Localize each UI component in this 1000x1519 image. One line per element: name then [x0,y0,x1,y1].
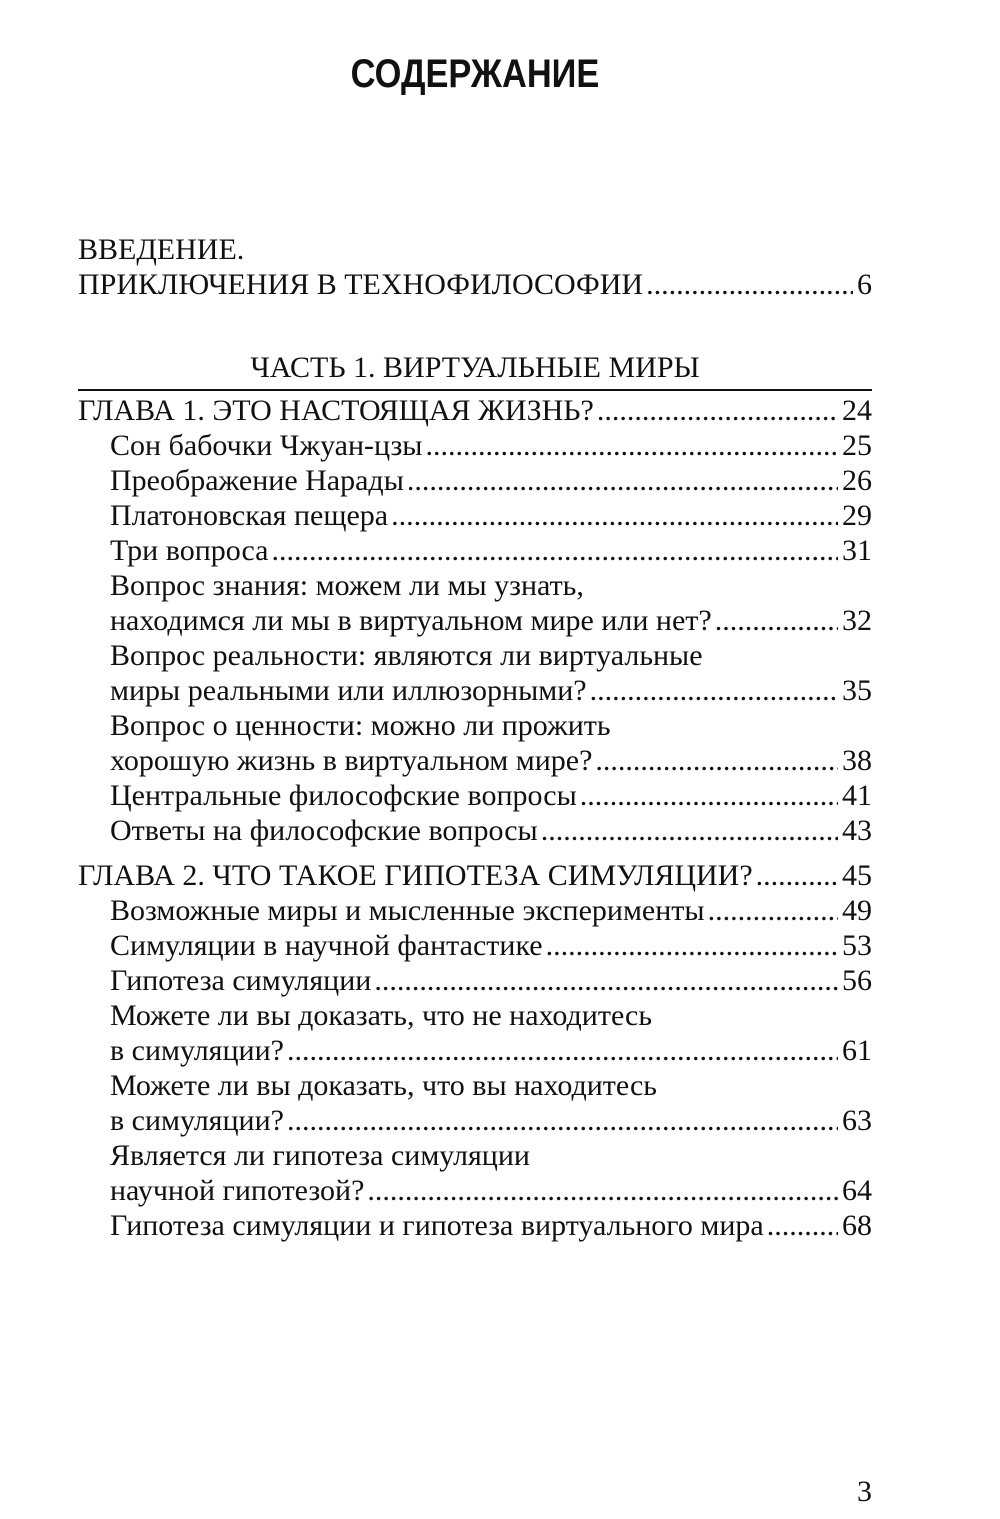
entry-text-line-2: миры реальными или иллюзорными? [110,674,587,707]
dot-leader [715,603,838,638]
toc-entry-1-6[interactable] [78,638,872,708]
entry-text-line-1: Вопрос знания: можем ли мы узнать, [110,569,584,602]
entry-page: 38 [842,744,872,777]
toc-entry-1-5[interactable] [78,568,872,638]
dot-leader [391,498,838,533]
entry-text: ПРИКЛЮЧЕНИЯ В ТЕХНОФИЛОСОФИИ [78,268,644,301]
dot-leader [407,463,838,498]
entry-page: 6 [857,268,872,301]
toc-entry-1-7[interactable] [78,708,872,778]
part-1-heading: ЧАСТЬ 1. ВИРТУАЛЬНЫЕ МИРЫ [78,350,872,391]
toc-entry-1-8[interactable] [78,778,872,813]
toc-entry-2-1[interactable] [78,893,872,928]
dot-leader [287,1033,838,1068]
dot-leader [374,963,838,998]
entry-text: ГЛАВА 2. ЧТО ТАКОЕ ГИПОТЕЗА СИМУЛЯЦИИ? [78,859,753,892]
chapter-gap [78,848,872,858]
dot-leader [597,393,838,428]
toc-entry-2-3[interactable] [78,963,872,998]
entry-page: 53 [842,929,872,962]
toc-entry-1-3[interactable] [78,498,872,533]
dot-leader [708,893,838,928]
intro-line-1: ВВЕДЕНИЕ. [78,233,245,266]
entry-page: 61 [842,1034,872,1067]
entry-text-line-1: Можете ли вы доказать, что не находитесь [110,999,653,1032]
entry-text: Симуляции в научной фантастике [110,929,543,962]
entry-text-line-2: в симуляции? [110,1034,284,1067]
dot-leader [595,743,838,778]
entry-text-line-1: Является ли гипотеза симуляции [110,1139,530,1172]
entry-page: 68 [842,1209,872,1242]
entry-text-line-1: Можете ли вы доказать, что вы находитесь [110,1069,657,1102]
page-number: 3 [857,1475,872,1508]
entry-text: Преображение Нарады [110,464,404,497]
entry-page: 49 [842,894,872,927]
entry-text: Возможные миры и мысленные эксперименты [110,894,705,927]
entry-text: Три вопроса [110,534,269,567]
toc-entry-2-4[interactable] [78,998,872,1068]
toc-entry-2-7[interactable] [78,1208,872,1243]
entry-text: Ответы на философские вопросы [110,814,538,847]
toc-entry-1-4[interactable] [78,533,872,568]
entry-page: 35 [842,674,872,707]
entry-text: ГЛАВА 1. ЭТО НАСТОЯЩАЯ ЖИЗНЬ? [78,394,594,427]
entry-page: 32 [842,604,872,637]
dot-leader [546,928,838,963]
entry-text-line-2: находимся ли мы в виртуальном мире или нет? [110,604,712,637]
dot-leader [646,267,853,302]
toc-entry-1-2[interactable] [78,463,872,498]
entry-text: Гипотеза симуляции и гипотеза виртуального мира [110,1209,764,1242]
toc-entry-1-9[interactable] [78,813,872,848]
toc-entry-chapter-1[interactable] [78,393,872,428]
entry-page: 25 [842,429,872,462]
dot-leader [580,778,838,813]
entry-page: 31 [842,534,872,567]
dot-leader [767,1208,838,1243]
entry-page: 29 [842,499,872,532]
dot-leader [367,1173,838,1208]
entry-page: 45 [842,859,872,892]
dot-leader [287,1103,838,1138]
dot-leader [756,858,838,893]
toc-entry-2-6[interactable] [78,1138,872,1208]
entry-page: 63 [842,1104,872,1137]
entry-page: 43 [842,814,872,847]
entry-text-line-2: хорошую жизнь в виртуальном мире? [110,744,593,777]
dot-leader [425,428,838,463]
entry-text-line-1: Вопрос о ценности: можно ли прожить [110,709,611,742]
entry-page: 24 [842,394,872,427]
toc-entry-2-5[interactable] [78,1068,872,1138]
entry-text-line-2: в симуляции? [110,1104,284,1137]
table-of-contents [78,232,872,1243]
entry-text: Гипотеза симуляции [110,964,372,997]
entry-page: 56 [842,964,872,997]
entry-text: Платоновская пещера [110,499,389,532]
entry-text: Сон бабочки Чжуан-цзы [110,429,423,462]
dot-leader [272,533,839,568]
toc-entry-1-1[interactable] [78,428,872,463]
dot-leader [541,813,838,848]
entry-text-line-2: научной гипотезой? [110,1174,365,1207]
entry-page: 26 [842,464,872,497]
toc-entry-2-2[interactable] [78,928,872,963]
entry-page: 64 [842,1174,872,1207]
intro-line-2 [78,267,872,302]
dot-leader [590,673,838,708]
entry-page: 41 [842,779,872,812]
entry-text-line-1: Вопрос реальности: являются ли виртуальные [110,639,703,672]
entry-text: Центральные философские вопросы [110,779,577,812]
toc-entry-intro[interactable] [78,232,872,302]
page-title: СОДЕРЖАНИЕ [350,52,600,96]
toc-entry-chapter-2[interactable] [78,858,872,893]
